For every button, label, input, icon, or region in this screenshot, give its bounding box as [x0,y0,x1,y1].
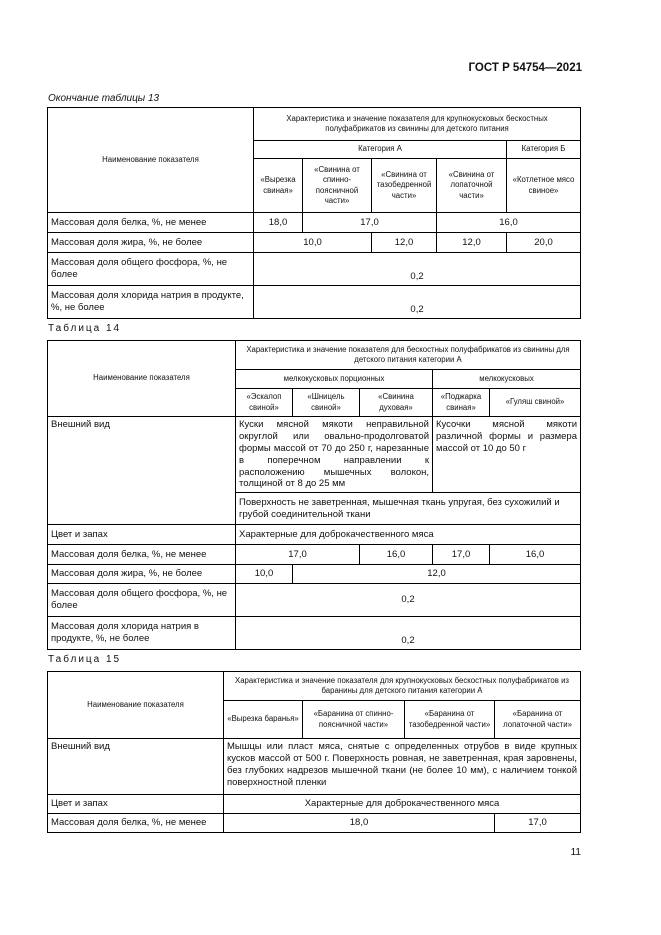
table-row [48,545,581,565]
table-row [48,213,581,233]
table-13 [47,107,581,319]
column-header: «Свинина от тазобедренной части» [372,159,437,213]
category-a-header: Категория А [254,141,507,159]
value-cell: 17,0 [433,545,490,565]
column-header: «Баранина от лопаточной части» [495,701,581,739]
document-code: ГОСТ Р 54754—2021 [468,62,582,74]
column-header: «Вырезка свиная» [254,159,303,213]
characteristic-header: Характеристика и значение показателя для крупнокусковых бескостных полуфабрикатов из баранины для детского питания категории А [224,672,581,701]
value-cell: 17,0 [303,213,437,233]
row-name: Массовая доля хлорида натрия в продукте, %, не более [48,617,236,650]
appearance-text: Мышцы или пласт мяса, снятые с определенных отрубов в виде крупных кусков массой от 500 г. Поверхность ровная, не заветренная, края заровнены, без глубоких надрезов мышечной ткани (не более 10 мм), с наличием тонкой поверхностной пленки [224,739,581,795]
column-header: «Эскалоп свиной» [236,389,293,417]
column-header: «Свинина от спинно-поясничной части» [303,159,372,213]
value-cell: 0,2 [236,584,581,617]
value-cell: 16,0 [437,213,581,233]
row-name: Массовая доля хлорида натрия в продукте, %, не более [48,286,254,319]
value-cell: 20,0 [507,233,581,253]
value-cell: 18,0 [254,213,303,233]
row-name: Массовая доля жира, %, не более [48,565,236,584]
table-row [48,253,581,286]
category-b-header: Категория Б [507,141,581,159]
value-cell: 17,0 [236,545,360,565]
table-row [48,795,581,814]
table-row [48,814,581,833]
row-name: Массовая доля белка, %, не менее [48,814,224,833]
appearance-common-text: Поверхность не заветренная, мышечная ткань упругая, без сухожилий и грубой соединительной ткани [236,493,581,525]
column-header: «Поджарка свиная» [433,389,490,417]
value-cell: 12,0 [437,233,507,253]
appearance-text: Кусочки мясной мякоти различной формы и размера массой от 10 до 50 г [433,417,581,493]
table-15-caption: Таблица 15 [48,654,122,665]
value-cell: Характерные для доброкачественного мяса [224,795,581,814]
table-14 [47,340,581,650]
value-cell: 12,0 [372,233,437,253]
value-cell: 16,0 [490,545,581,565]
table-row [48,565,581,584]
name-header: Наименование показателя [48,341,236,417]
column-header: «Свинина духовая» [360,389,433,417]
row-name: Массовая доля белка, %, не менее [48,545,236,565]
column-header: «Свинина от лопаточной части» [437,159,507,213]
row-name: Внешний вид [48,739,224,795]
table-row [48,525,581,545]
table-row [48,233,581,253]
table-row [48,417,581,493]
value-cell: 10,0 [254,233,372,253]
column-header: «Шницель свиной» [293,389,360,417]
table-15 [47,671,581,833]
appearance-text: Куски мясной мякоти неправильной округлой или овально-продолговатой формы массой от 70 до 250 г, нарезанные в поперечном направлении к расположению мышечных волокон, толщиной от 8 до 25 мм [236,417,433,493]
table-row [48,739,581,795]
characteristic-header: Характеристика и значение показателя для крупнокусковых бескостных полуфабрикатов из свинины для детского питания [254,108,581,141]
value-cell: 17,0 [495,814,581,833]
row-name: Массовая доля общего фосфора, %, не более [48,253,254,286]
value-cell: 0,2 [236,617,581,650]
value-cell: 0,2 [254,286,581,319]
column-header: «Котлетное мясо свиное» [507,159,581,213]
row-name: Массовая доля белка, %, не менее [48,213,254,233]
column-header: «Вырезка баранья» [224,701,303,739]
row-name: Внешний вид [48,417,236,525]
column-header: «Баранина от спинно-поясничной части» [303,701,405,739]
row-name: Цвет и запах [48,525,236,545]
column-header: «Гуляш свиной» [490,389,581,417]
column-header: «Баранина от тазобедренной части» [405,701,495,739]
row-name: Цвет и запах [48,795,224,814]
name-header: Наименование показателя [48,672,224,739]
group-b-header: мелкокусковых [433,370,581,389]
value-cell: 12,0 [293,565,581,584]
value-cell: 16,0 [360,545,433,565]
value-cell: 0,2 [254,253,581,286]
table-13-caption: Окончание таблицы 13 [48,93,160,104]
value-cell: Характерные для доброкачественного мяса [236,525,581,545]
page-number: 11 [570,847,581,858]
row-name: Массовая доля жира, %, не более [48,233,254,253]
value-cell: 10,0 [236,565,293,584]
value-cell: 18,0 [224,814,495,833]
row-name: Массовая доля общего фосфора, %, не более [48,584,236,617]
table-row [48,584,581,617]
table-14-caption: Таблица 14 [48,323,122,334]
characteristic-header: Характеристика и значение показателя для бескостных полуфабрикатов из свинины для детского питания категории А [236,341,581,370]
table-row [48,286,581,319]
table-row [48,617,581,650]
name-header: Наименование показателя [48,108,254,213]
group-a-header: мелкокусковых порционных [236,370,433,389]
